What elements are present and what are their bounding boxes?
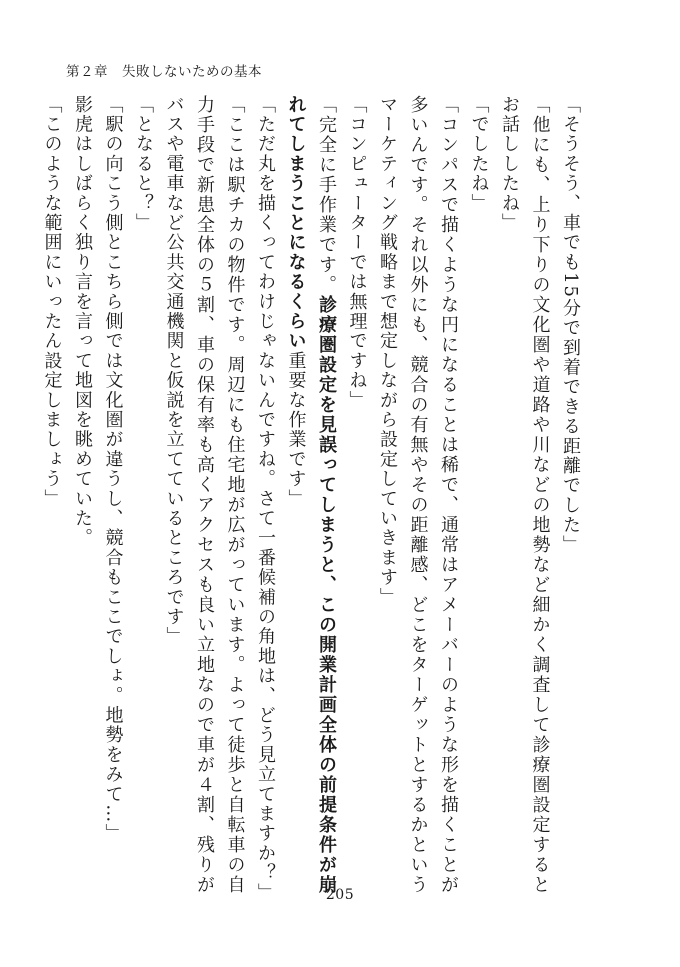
paragraph [280,95,341,895]
text-segment: 「完全に手作業です。 [316,95,337,296]
paragraph [250,95,281,903]
vertical-body-text [41,95,585,903]
text-segment: 「このような範囲にいったん設定しましょう」 [41,95,63,509]
text-segment: 「となると？」 [133,95,154,233]
text-segment: 「駅の向こう側とこちら側では文化圏が違うし、競合もここでしょ。地勢をみて…」 [102,95,124,844]
text-segment: 「ただ丸を描くってわけじゃないんですね。さて一番候補の角地は、どう見立てますか？」 [255,95,276,903]
text-segment: 重要な作業です」 [285,351,307,509]
text-segment: 「コンピューターでは無理ですね」 [346,95,368,411]
text-segment: 影虎はしばらく独り言を言って地図を眺めていた。 [72,95,93,549]
chapter-running-header: 第２章 失敗しないための基本 [66,64,262,80]
paragraph [97,95,128,895]
page-number: 205 [325,887,355,903]
paragraph [158,95,250,895]
text-segment: 「他にも、上り下りの文化圏や道路や川などの地勢など細かく調査して診療圏設定するとお話ししたね」 [499,95,551,895]
text-segment: 「ここは駅チカの物件です。周辺にも住宅地が広がっています。よって徒歩と自転車の自力手段で新患全体の５割、車の保有率も高くアクセスも良い立地なので車が４割、残りがバスや電車など公共交通機関と仮説を立てているところです」 [163,95,246,895]
paragraph [67,95,98,895]
paragraph [36,95,67,895]
text-segment: 「コンパスで描くような円になることは稀で、通常はアメーバーのような形を描くことが多いんです。それ以外にも、競合の有無やその距離感、どこをターゲットとするかというマーケティング戦略まで想定しながら設定していきます」 [377,95,459,895]
paragraph [128,95,159,895]
paragraph [372,95,464,895]
emphasized-text: 診療圏設定を見誤ってしまうと、この開業計画全体の前提条件が崩れてしまうことになるくらい [285,95,337,896]
paragraph [463,95,494,895]
paragraph [555,95,586,895]
paragraph [494,95,555,895]
text-segment: 「そうそう、車でも15分で到着できる距離でした」 [560,95,581,555]
text-segment: 「でしたね」 [468,95,490,214]
paragraph [341,95,372,895]
